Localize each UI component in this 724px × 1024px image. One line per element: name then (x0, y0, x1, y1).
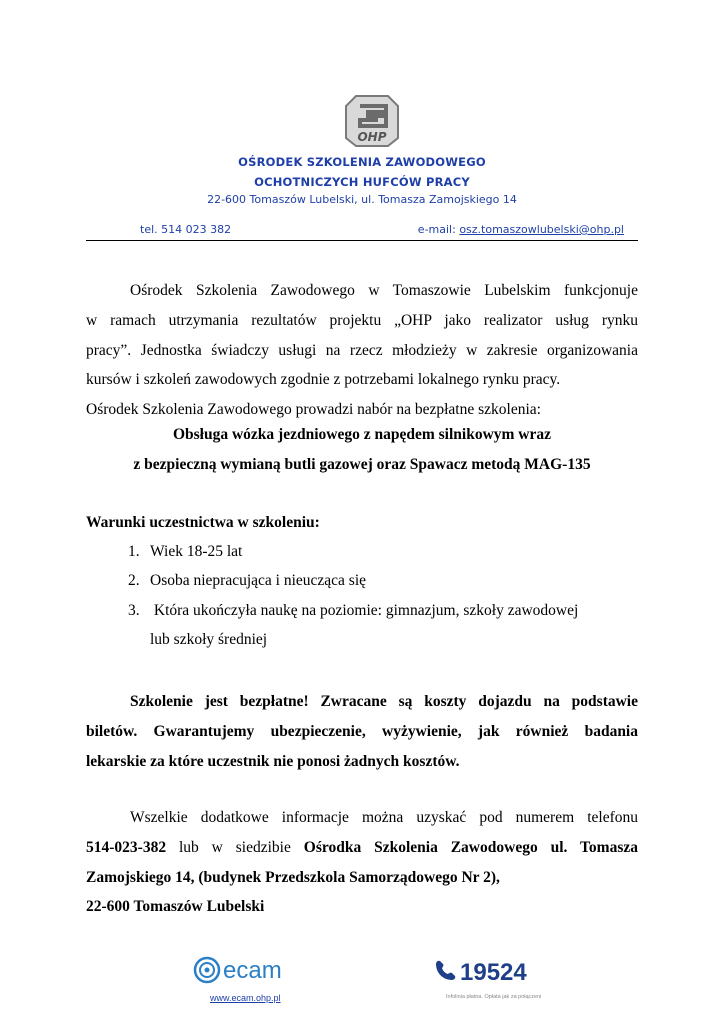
info-address: Zamojskiego 14, (budynek Przedszkola Samorządowego Nr 2), (86, 868, 500, 886)
condition-item (128, 602, 578, 620)
ohp-logo-text: OHP (357, 130, 387, 144)
free-line: lekarskie za które uczestnik nie ponosi żadnych kosztów. (86, 752, 460, 770)
condition-item (128, 543, 242, 561)
course-title-line2: z bezpieczną wymianą butli gazowej oraz Spawacz metodą MAG-135 (133, 456, 591, 473)
hotline-logo (432, 956, 542, 986)
intro-line: Ośrodek Szkolenia Zawodowego prowadzi nabór na bezpłatne szkolenia: (86, 401, 541, 419)
org-name-line1: OŚRODEK SZKOLENIA ZAWODOWEGO (238, 155, 486, 169)
free-training-paragraph (86, 687, 638, 776)
hotline-number: 19524 (460, 959, 527, 986)
info-office: Ośrodka Szkolenia Zawodowego ul. Tomasza (303, 838, 638, 856)
email-label: e-mail: (417, 223, 456, 236)
free-line: Szkolenie jest bezpłatne! Zwracane są koszty dojazdu na podstawie (130, 693, 638, 710)
info-city: 22-600 Tomaszów Lubelski (86, 898, 265, 916)
intro-line: Ośrodek Szkolenia Zawodowego w Tomaszowie Lubelskim funkcjonuje (130, 282, 638, 299)
conditions-heading: Warunki uczestnictwa w szkoleniu: (86, 514, 320, 531)
email-link[interactable]: osz.tomaszowlubelski@ohp.pl (459, 223, 624, 236)
intro-line: pracy”. Jednostka świadczy usługi na rzecz młodzieży w zakresie organizowania (86, 341, 638, 359)
org-address: 22-600 Tomaszów Lubelski, ul. Tomasza Zamojskiego 14 (207, 193, 517, 206)
condition-number: 3. (128, 602, 140, 619)
condition-item (128, 572, 366, 590)
intro-paragraph (86, 276, 638, 425)
ecam-logo-text: ecam (223, 957, 282, 984)
condition-text: Która ukończyła naukę na poziomie: gimnazjum, szkoły zawodowej (150, 602, 579, 619)
info-line: Wszelkie dodatkowe informacje można uzyskać pod numerem telefonu (130, 809, 638, 826)
phone-icon (436, 961, 455, 980)
ecam-link[interactable]: www.ecam.ohp.pl (210, 993, 281, 1003)
intro-line: w ramach utrzymania rezultatów projektu „OHP jako realizator usług rynku (86, 311, 638, 329)
org-name-line2: OCHOTNICZYCH HUFCÓW PRACY (254, 175, 470, 189)
ohp-logo (342, 92, 402, 148)
info-text: lub w siedzibie (166, 838, 304, 856)
ecam-logo (193, 952, 293, 988)
free-line: biletów. Gwarantujemy ubezpieczenie, wyżywienie, jak również badania (86, 722, 638, 740)
email-contact (418, 223, 624, 236)
header-divider (86, 240, 638, 241)
course-title-line1: Obsługa wózka jezdniowego z napędem silnikowym wraz (172, 426, 552, 443)
info-phone: 514-023-382 (86, 838, 167, 856)
condition-item-continuation: lub szkoły średniej (150, 631, 268, 648)
condition-number: 1. (128, 543, 140, 560)
intro-line: kursów i szkoleń zawodowych zgodnie z potrzebami lokalnego rynku pracy. (86, 371, 561, 389)
condition-text: Wiek 18-25 lat (150, 543, 243, 560)
info-paragraph (86, 803, 638, 922)
hotline-note: Infolinia płatna. Opłata jak za połączeni (446, 994, 542, 1000)
phone-contact: tel. 514 023 382 (140, 223, 232, 236)
condition-text: Osoba niepracująca i nieucząca się (150, 572, 367, 589)
condition-number: 2. (128, 572, 140, 589)
info-line (86, 833, 638, 863)
